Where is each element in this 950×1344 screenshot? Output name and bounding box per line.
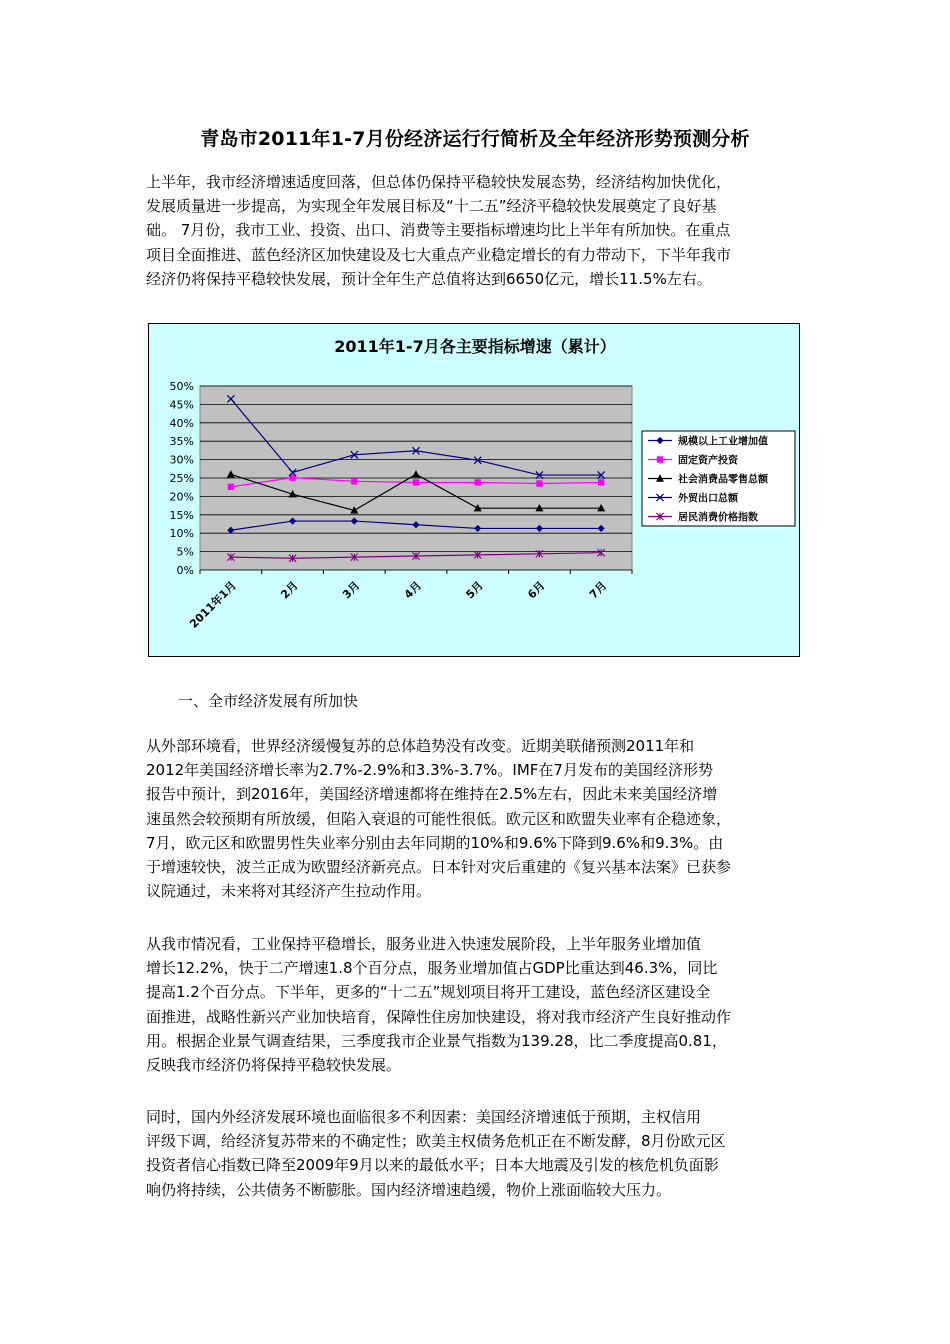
legend-label: 外贸出口总额 [678, 493, 738, 505]
intro-paragraph [146, 170, 802, 291]
section-heading: 一、全市经济发展有所加快 [178, 692, 359, 710]
paragraph-line: 议院通过，未来将对其经济产生拉动作用。 [146, 882, 432, 901]
paragraph-line: 项目全面推进、蓝色经济区加快建设及七大重点产业稳定增长的有力带动下，下半年我市 [146, 245, 732, 264]
paragraph-line: 2012年美国经济增长率为2.7%-2.9%和3.3%-3.7%。IMF在7月发布的美国经济形势 [146, 761, 713, 780]
paragraph-line: 报告中预计，到2016年，美国经济增速都将在维持在2.5%左右，因此未来美国经济增 [146, 785, 718, 804]
document-title: 青岛市2011年1-7月份经济运行行简析及全年经济形势预测分析 [200, 128, 750, 150]
y-tick-label: 20% [169, 490, 194, 504]
chart-canvas [149, 324, 801, 658]
y-tick-label: 40% [169, 416, 194, 430]
data-point [536, 480, 542, 486]
x-tick-label: 3月 [340, 578, 363, 602]
x-tick-label: 2月 [278, 578, 301, 602]
data-point [475, 479, 481, 485]
paragraph-external-environment [146, 734, 802, 903]
paragraph-local-situation [146, 932, 802, 1077]
data-point [228, 484, 234, 490]
y-tick-label: 50% [169, 380, 194, 393]
y-tick-label: 15% [169, 508, 194, 522]
x-tick-label: 6月 [525, 578, 548, 602]
legend-label: 固定资产投资 [678, 455, 738, 467]
y-tick-label: 0% [176, 564, 194, 577]
paragraph-line: 用。根据企业景气调查结果，三季度我市企业景气指数为139.28，比二季度提高0.81， [146, 1031, 727, 1050]
line-chart [148, 323, 800, 657]
x-tick-label: 5月 [463, 578, 486, 602]
paragraph-line: 经济仍将保持平稳较快发展，预计全年生产总值将达到6650亿元，增长11.5%左右。 [146, 269, 712, 288]
y-tick-label: 35% [169, 435, 194, 449]
paragraph-line: 增长12.2%，快于二产增速1.8个百分点，服务业增加值占GDP比重达到46.3%，同比 [146, 959, 718, 978]
x-tick-label: 2011年1月 [187, 578, 239, 631]
paragraph-line: 面推进，战略性新兴产业加快培育，保障性住房加快建设，将对我市经济产生良好推动作 [146, 1007, 732, 1026]
y-tick-label: 30% [169, 453, 194, 467]
x-tick-label: 7月 [586, 578, 610, 602]
paragraph-risk-factors [146, 1105, 802, 1202]
x-tick-label: 4月 [401, 578, 425, 602]
paragraph-line: 础。 7月份，我市工业、投资、出口、消费等主要指标增速均比上半年有所加快。在重点 [146, 221, 731, 240]
y-tick-label: 45% [169, 398, 194, 412]
paragraph-line: 从外部环境看，世界经济缓慢复苏的总体趋势没有改变。近期美联储预测2011年和 [146, 737, 695, 755]
y-tick-label: 10% [169, 527, 194, 541]
paragraph-line: 于增速较快，波兰正成为欧盟经济新亮点。日本针对灾后重建的《复兴基本法案》已获参 [146, 858, 732, 877]
paragraph-line: 评级下调，给经济复苏带来的不确定性；欧美主权债务危机正在不断发酵，8月份欧元区 [146, 1132, 726, 1151]
legend-label: 社会消费品零售总额 [678, 474, 768, 486]
paragraph-line: 反映我市经济仍将保持平稳较快发展。 [146, 1056, 402, 1075]
paragraph-line: 提高1.2个百分点。下半年，更多的“十二五”规划项目将开工建设，蓝色经济区建设全 [146, 983, 711, 1002]
paragraph-line: 上半年，我市经济增速适度回落，但总体仍保持平稳较快发展态势，经济结构加快优化， [146, 173, 732, 191]
y-tick-label: 5% [176, 545, 194, 559]
data-point [598, 479, 604, 485]
legend-label: 规模以上工业增加值 [678, 436, 768, 448]
paragraph-line: 发展质量进一步提高，为实现全年发展目标及“十二五”经济平稳较快发展奠定了良好基 [146, 197, 717, 216]
paragraph-line: 7月，欧元区和欧盟男性失业率分别由去年同期的10%和9.6%下降到9.6%和9.3%。由 [146, 833, 724, 852]
y-tick-label: 25% [169, 472, 194, 485]
chart-title: 2011年1-7月各主要指标增速（累计） [334, 337, 616, 356]
data-point [413, 479, 419, 485]
legend-label: 居民消费价格指数 [678, 512, 758, 524]
paragraph-line: 同时，国内外经济发展环境也面临很多不利因素：美国经济增速低于预期，主权信用 [146, 1108, 702, 1126]
paragraph-line: 速虽然会较预期有所放缓，但陷入衰退的可能性很低。欧元区和欧盟失业率有企稳迹象， [146, 809, 732, 828]
data-point [351, 478, 357, 484]
data-point [657, 456, 663, 462]
paragraph-line: 响仍将持续，公共债务不断膨胀。国内经济增速趋缓，物价上涨面临较大压力。 [146, 1180, 672, 1199]
paragraph-line: 投资者信心指数已降至2009年9月以来的最低水平；日本大地震及引发的核危机负面影 [146, 1156, 719, 1175]
paragraph-line: 从我市情况看，工业保持平稳增长，服务业进入快速发展阶段，上半年服务业增加值 [146, 935, 702, 953]
